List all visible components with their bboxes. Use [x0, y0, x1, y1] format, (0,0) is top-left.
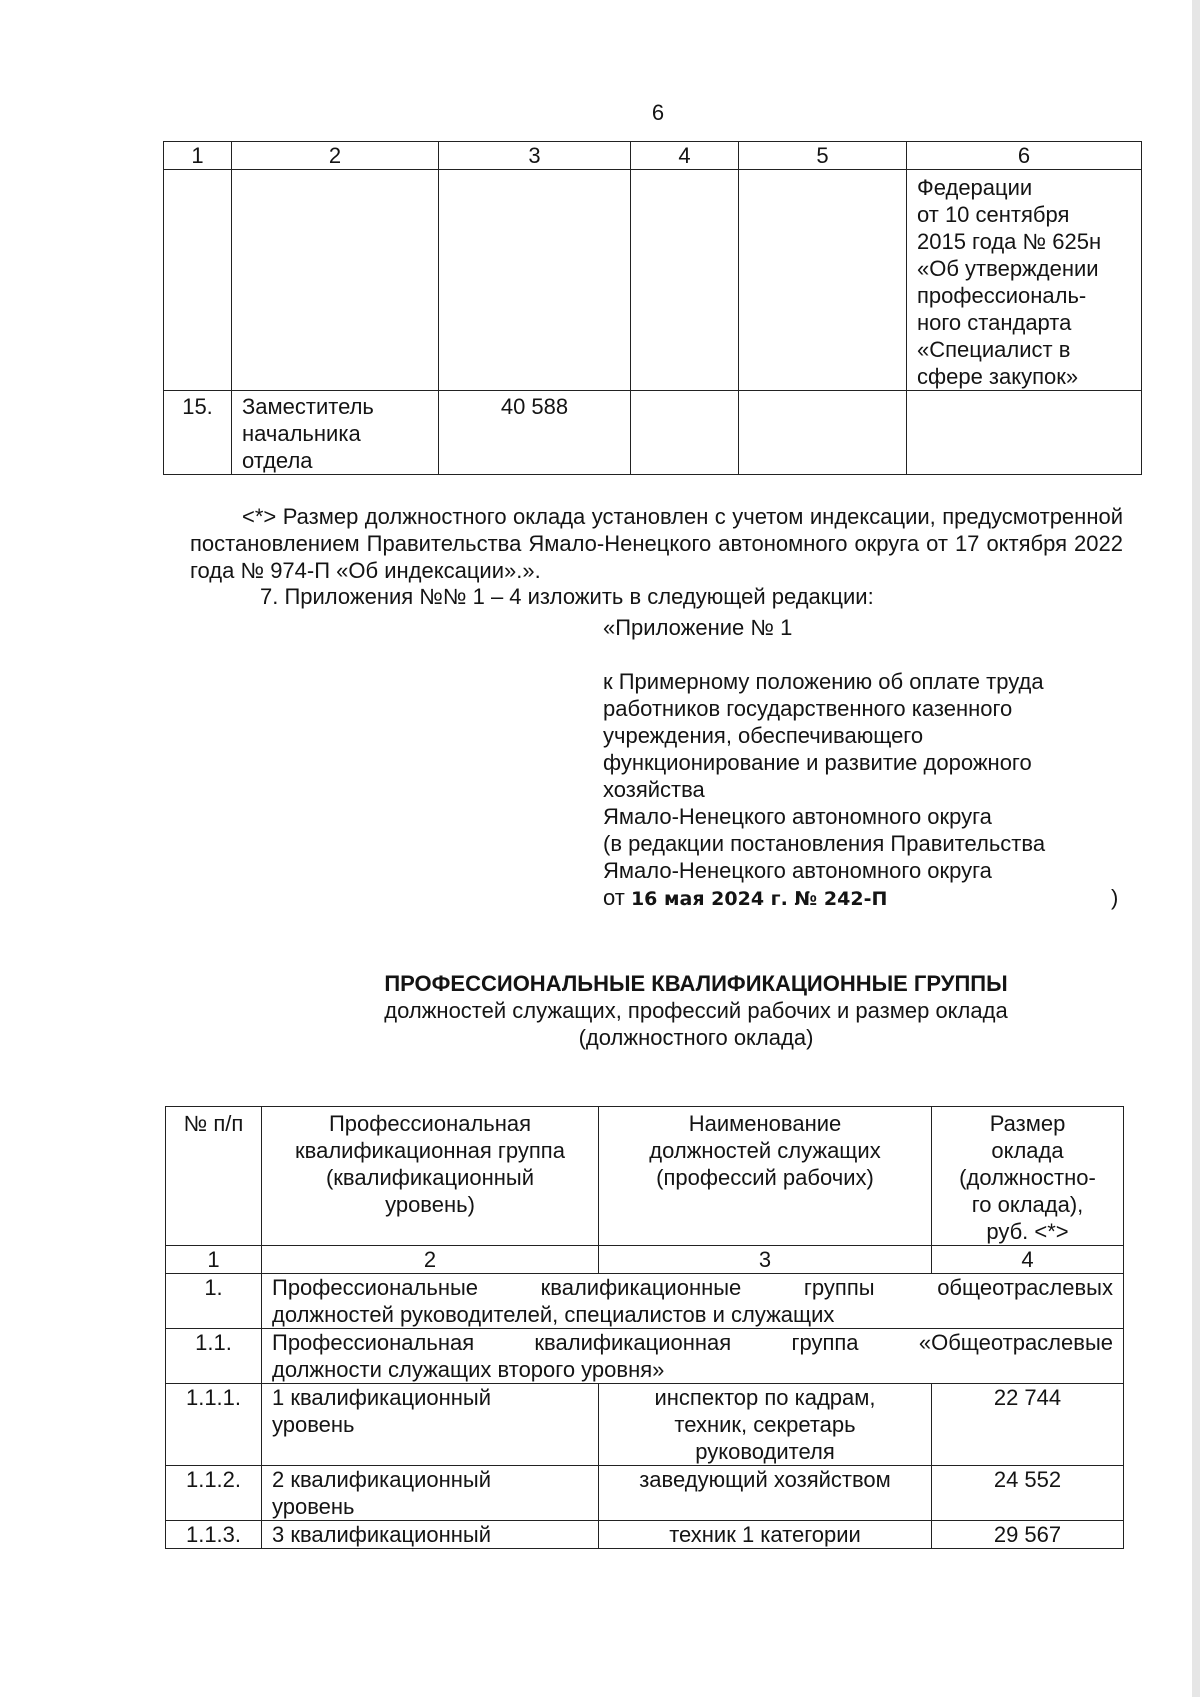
- table-row: [164, 391, 1142, 475]
- header-line: го оклада),: [971, 1192, 1084, 1217]
- col-1-header: 1: [164, 142, 232, 170]
- level-cell: [262, 1521, 599, 1549]
- cell-line: Федерации: [917, 175, 1033, 200]
- closing-parenthesis: ): [1111, 885, 1119, 910]
- col-number-header: № п/п: [166, 1107, 262, 1246]
- cell-line: профессиональ-: [917, 283, 1087, 308]
- col-6-header: 6: [907, 142, 1142, 170]
- col-positions-header: [599, 1107, 932, 1246]
- row-number: 1.1.3.: [166, 1521, 262, 1549]
- column-number: 1: [166, 1246, 262, 1274]
- cell-line: уровень: [272, 1412, 355, 1437]
- cell-line: заведующий хозяйством: [639, 1467, 891, 1492]
- appendix-line: Ямало-Ненецкого автономного округа: [603, 858, 992, 883]
- group-line: Профессиональные квалификационные группы общеотраслевых: [272, 1275, 1113, 1300]
- col-5-header: 5: [739, 142, 907, 170]
- continued-table: [163, 141, 1142, 475]
- col-2-header: 2: [232, 142, 439, 170]
- column-number: 4: [932, 1246, 1124, 1274]
- column-number-row: [166, 1246, 1124, 1274]
- cell-line: сфере закупок»: [917, 364, 1079, 389]
- resolution-date: 16 мая 2024 г. № 242-П: [630, 888, 888, 910]
- header-line: Профессиональная: [328, 1111, 532, 1136]
- heading-title: ПРОФЕССИОНАЛЬНЫЕ КВАЛИФИКАЦИОННЫЕ ГРУППЫ: [384, 971, 1008, 996]
- cell-line: 2 квалификационный: [272, 1467, 492, 1492]
- row-number: 1.1.: [166, 1329, 262, 1384]
- appendix-line: учреждения, обеспечивающего: [603, 723, 924, 748]
- header-line: Наименование: [688, 1111, 842, 1136]
- group-line: Профессиональная квалификационная группа «Общеотраслевые: [272, 1330, 1113, 1355]
- table-row: [166, 1384, 1124, 1466]
- level-cell: [262, 1466, 599, 1521]
- salary-cell: 22 744: [932, 1384, 1124, 1466]
- group-title: [262, 1274, 1124, 1329]
- appendix-line: к Примерному положению об оплате труда: [603, 669, 1044, 694]
- cell-line: 1 квалификационный: [272, 1385, 492, 1410]
- column-number: 2: [262, 1246, 599, 1274]
- level-cell: [262, 1384, 599, 1466]
- group-row: [166, 1274, 1124, 1329]
- positions-cell: [599, 1521, 932, 1549]
- page-number: 6: [651, 100, 665, 125]
- header-line: должностей служащих: [649, 1138, 881, 1163]
- cell-line: руководителя: [695, 1439, 835, 1464]
- appendix-line: Ямало-Ненецкого автономного округа: [603, 804, 992, 829]
- header-line: (должностно-: [959, 1165, 1096, 1190]
- salary-cell: 29 567: [932, 1521, 1124, 1549]
- item-7-paragraph: 7. Приложения №№ 1 – 4 изложить в следующей редакции:: [260, 584, 874, 609]
- cell-line: начальника: [242, 421, 361, 446]
- appendix-line: хозяйства: [603, 777, 705, 802]
- cell-line: «Об утверждении: [917, 256, 1099, 281]
- appendix-date-line: [603, 884, 1123, 913]
- cell-line: «Специалист в: [917, 337, 1071, 362]
- cell-line: инспектор по кадрам,: [654, 1385, 876, 1410]
- col-3-header: 3: [439, 142, 631, 170]
- row-number: 15.: [164, 391, 232, 475]
- cell-line: техник, секретарь: [674, 1412, 856, 1437]
- cell-line: 3 квалификационный: [272, 1522, 492, 1547]
- row-number: 1.1.2.: [166, 1466, 262, 1521]
- table-row: [166, 1466, 1124, 1521]
- appendix-line: работников государственного казенного: [603, 696, 1013, 721]
- cell-line: отдела: [242, 448, 313, 473]
- heading-subtitle: (должностного оклада): [578, 1025, 814, 1050]
- table-row: [164, 170, 1142, 391]
- col-4-header: 4: [631, 142, 739, 170]
- group-line: должности служащих второго уровня»: [272, 1357, 665, 1382]
- document-heading: [263, 970, 1129, 1051]
- appendix-title: «Приложение № 1: [603, 615, 793, 640]
- cell-line: от 10 сентября: [917, 202, 1070, 227]
- col-group-header: [262, 1107, 599, 1246]
- row-number: 1.1.1.: [166, 1384, 262, 1466]
- row-number: 1.: [166, 1274, 262, 1329]
- header-line: квалификационная группа: [295, 1138, 565, 1163]
- column-number: 3: [599, 1246, 932, 1274]
- header-line: руб. <*>: [986, 1219, 1069, 1244]
- group-title: [262, 1329, 1124, 1384]
- positions-cell: [599, 1466, 932, 1521]
- date-prefix: от: [603, 885, 625, 910]
- header-line: (профессий рабочих): [656, 1165, 874, 1190]
- cell-line: уровень: [272, 1494, 355, 1519]
- header-line: Размер: [989, 1111, 1066, 1136]
- group-row: [166, 1329, 1124, 1384]
- positions-cell: [599, 1384, 932, 1466]
- cell-line: Заместитель: [242, 394, 374, 419]
- header-line: оклада: [991, 1138, 1064, 1163]
- salary-cell: 24 552: [932, 1466, 1124, 1521]
- heading-subtitle: должностей служащих, профессий рабочих и размер оклада: [384, 998, 1008, 1023]
- cell-line: 2015 года № 625н: [917, 229, 1102, 254]
- continued-table-header: [164, 142, 1142, 170]
- cell-line: техник 1 категории: [669, 1522, 861, 1547]
- appendix-line: функционирование и развитие дорожного: [603, 750, 1032, 775]
- legal-reference-cell: [907, 170, 1142, 391]
- main-table-header: [166, 1107, 1124, 1246]
- col-salary-header: [932, 1107, 1124, 1246]
- scan-edge: [1192, 0, 1200, 1697]
- footnote-paragraph: <*> Размер должностного оклада установлен с учетом индексации, предусмотренной постановлением Правительства Ямало-Ненецкого автономного округа от 17 октября 2022 года № 974-П «Об индексации».».: [190, 504, 1123, 583]
- group-line: должностей руководителей, специалистов и служащих: [272, 1302, 835, 1327]
- salary-cell: 40 588: [439, 391, 631, 475]
- position-cell: [232, 391, 439, 475]
- table-row: [166, 1521, 1124, 1549]
- appendix-reference: [603, 668, 1133, 884]
- header-line: уровень): [385, 1192, 475, 1217]
- qualification-groups-table: [165, 1106, 1124, 1549]
- cell-line: ного стандарта: [917, 310, 1072, 335]
- header-line: (квалификационный: [325, 1165, 534, 1190]
- appendix-line: (в редакции постановления Правительства: [603, 831, 1046, 856]
